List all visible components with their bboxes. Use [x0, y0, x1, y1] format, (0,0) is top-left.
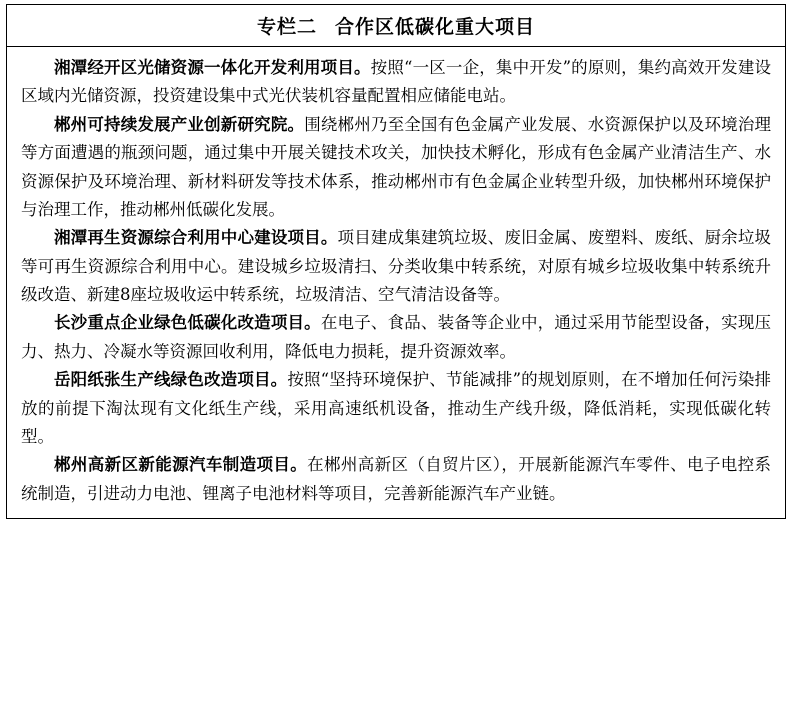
paragraph — [21, 54, 771, 111]
box-title — [7, 5, 785, 47]
paragraph-text: 在郴州高新区（自贸片区），开展新能源汽车零件、电子电控系统制造，引进动力电池、锂离子电池材料等项目，完善新能源汽车产业链。 — [21, 455, 771, 503]
feature-box — [6, 4, 786, 519]
box-body — [7, 47, 785, 518]
paragraph-text: 按照“坚持环境保护、节能减排”的规划原则，在不增加任何污染排放的前提下淘汰现有文化纸生产线，采用高速纸机设备，推动生产线升级，降低消耗，实现低碳化转型。 — [21, 370, 772, 446]
paragraph-text: 项目建成集建筑垃圾、废旧金属、废塑料、废纸、厨余垃圾等可再生资源综合利用中心。建设城乡垃圾清扫、分类收集中转系统，对原有城乡垃圾收集中转系统升级改造、新建8座垃圾收运中转系统，垃圾清洁、空气清洁设备等。 — [21, 228, 772, 304]
paragraph — [21, 366, 771, 451]
paragraph-lead: 湘潭经开区光储资源一体化开发利用项目。 — [54, 58, 371, 77]
paragraph-text: 围绕郴州乃至全国有色金属产业发展、水资源保护以及环境治理等方面遭遇的瓶颈问题，通过集中开展关键技术攻关，加快技术孵化，形成有色金属产业清洁生产、水资源保护及环境治理、新材料研发等技术体系，推动郴州市有色金属企业转型升级，加快郴州环境保护与治理工作，推动郴州低碳化发展。 — [21, 114, 772, 219]
box-title-name: 合作区低碳化重大项目 — [335, 16, 536, 38]
paragraph-lead: 郴州高新区新能源汽车制造项目。 — [54, 455, 308, 475]
box-title-label: 专栏二 — [256, 16, 317, 38]
paragraph — [21, 451, 771, 508]
paragraph-text: 按照“一区一企，集中开发”的原则，集约高效开发建设区域内光储资源，投资建设集中式光伏装机容量配置相应储能电站。 — [21, 58, 772, 106]
paragraph-lead: 郴州可持续发展产业创新研究院。 — [54, 114, 305, 134]
paragraph — [21, 111, 771, 225]
paragraph-lead: 岳阳纸张生产线绿色改造项目。 — [54, 370, 288, 390]
paragraph — [21, 309, 771, 366]
paragraph-text: 在电子、食品、装备等企业中，通过采用节能型设备，实现压力、热力、冷凝水等资源回收利用，降低电力损耗，提升资源效率。 — [21, 313, 772, 361]
paragraph-lead: 湘潭再生资源综合利用中心建设项目。 — [54, 228, 338, 248]
paragraph — [21, 224, 771, 309]
paragraph-lead: 长沙重点企业绿色低碳化改造项目。 — [54, 313, 321, 333]
